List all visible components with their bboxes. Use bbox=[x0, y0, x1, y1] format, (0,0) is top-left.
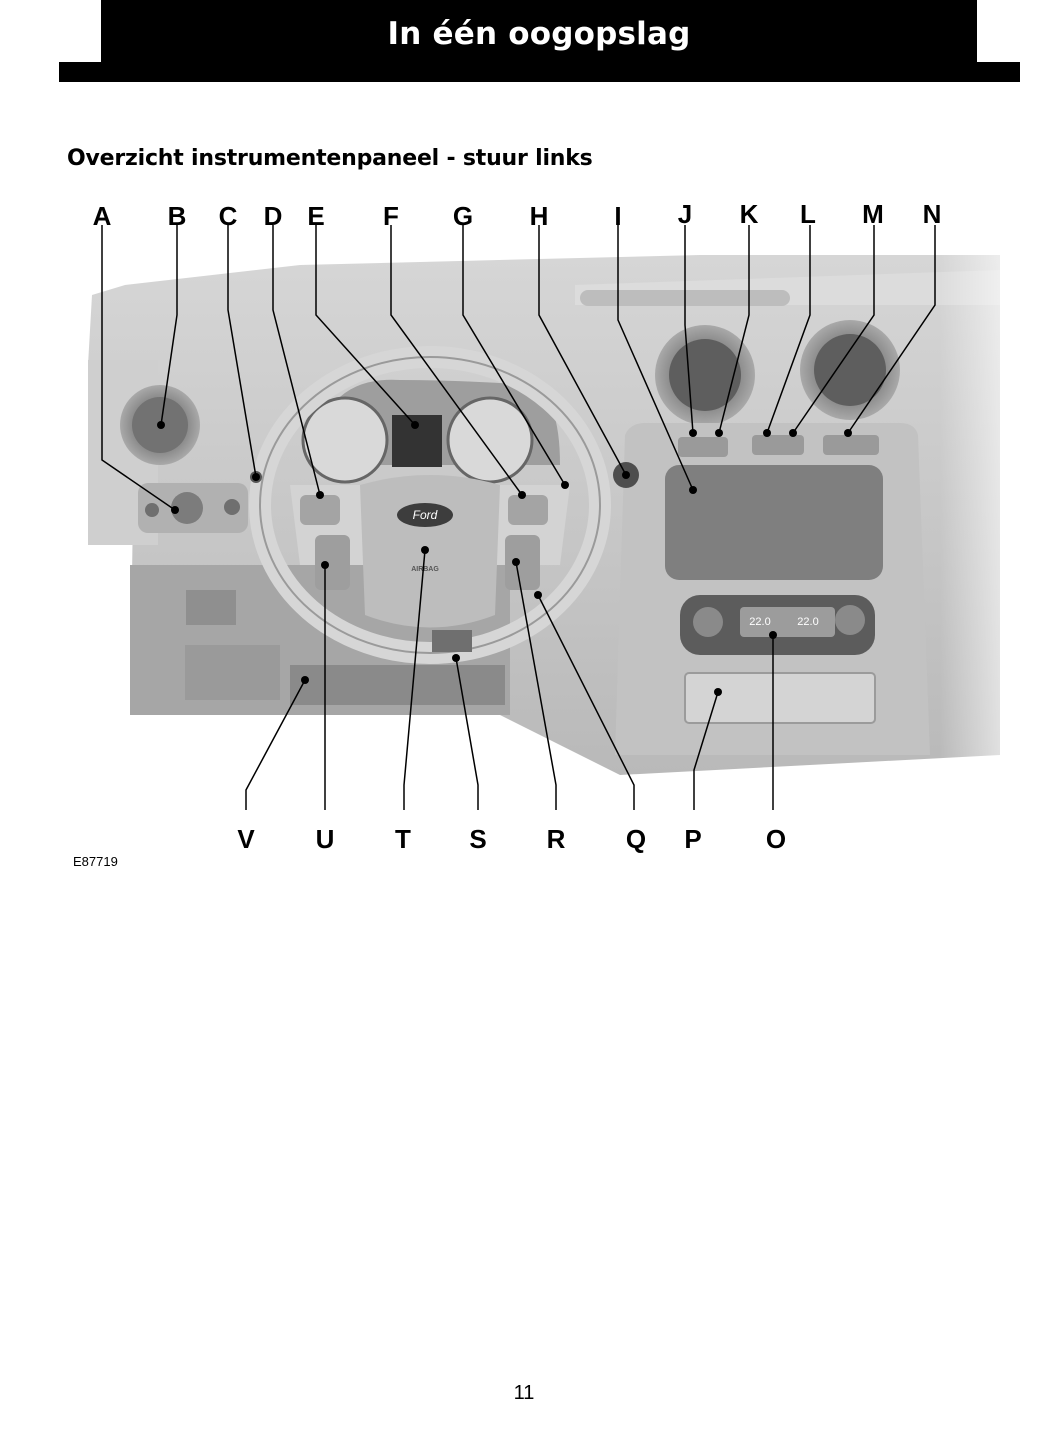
label-r: R bbox=[546, 824, 566, 854]
label-t: T bbox=[395, 824, 411, 854]
label-s: S bbox=[469, 824, 487, 854]
dashboard-illustration bbox=[0, 195, 1048, 865]
page-number: 11 bbox=[513, 1382, 535, 1404]
label-n: N bbox=[922, 199, 942, 229]
label-p: P bbox=[684, 824, 702, 854]
climate-right-temp: 22.0 bbox=[797, 616, 819, 628]
label-q: Q bbox=[625, 824, 647, 854]
label-l: L bbox=[800, 199, 816, 229]
header-bar bbox=[59, 62, 1020, 82]
section-title: Overzicht instrumentenpaneel - stuur links bbox=[67, 146, 593, 171]
figure-code: E87719 bbox=[73, 854, 118, 869]
light-switch-panel bbox=[138, 483, 248, 533]
label-h: H bbox=[529, 201, 549, 231]
page-heading: In één oogopslag bbox=[387, 16, 691, 52]
label-a: A bbox=[92, 201, 112, 231]
label-j: J bbox=[677, 199, 693, 229]
label-k: K bbox=[739, 199, 759, 229]
label-f: F bbox=[383, 201, 399, 231]
label-g: G bbox=[452, 201, 474, 231]
airbag-label: AIRBAG bbox=[411, 566, 439, 573]
label-i: I bbox=[614, 201, 622, 231]
header-tab bbox=[101, 0, 977, 64]
label-d: D bbox=[263, 201, 283, 231]
label-c: C bbox=[218, 201, 238, 231]
label-b: B bbox=[167, 201, 187, 231]
label-u: U bbox=[315, 824, 335, 854]
climate-left-temp: 22.0 bbox=[749, 616, 771, 628]
label-e: E bbox=[307, 201, 325, 231]
dashboard-figure bbox=[0, 195, 1048, 865]
steering-logo: Ford bbox=[412, 508, 438, 522]
label-o: O bbox=[765, 824, 787, 854]
label-m: M bbox=[862, 199, 884, 229]
label-v: V bbox=[237, 824, 255, 854]
